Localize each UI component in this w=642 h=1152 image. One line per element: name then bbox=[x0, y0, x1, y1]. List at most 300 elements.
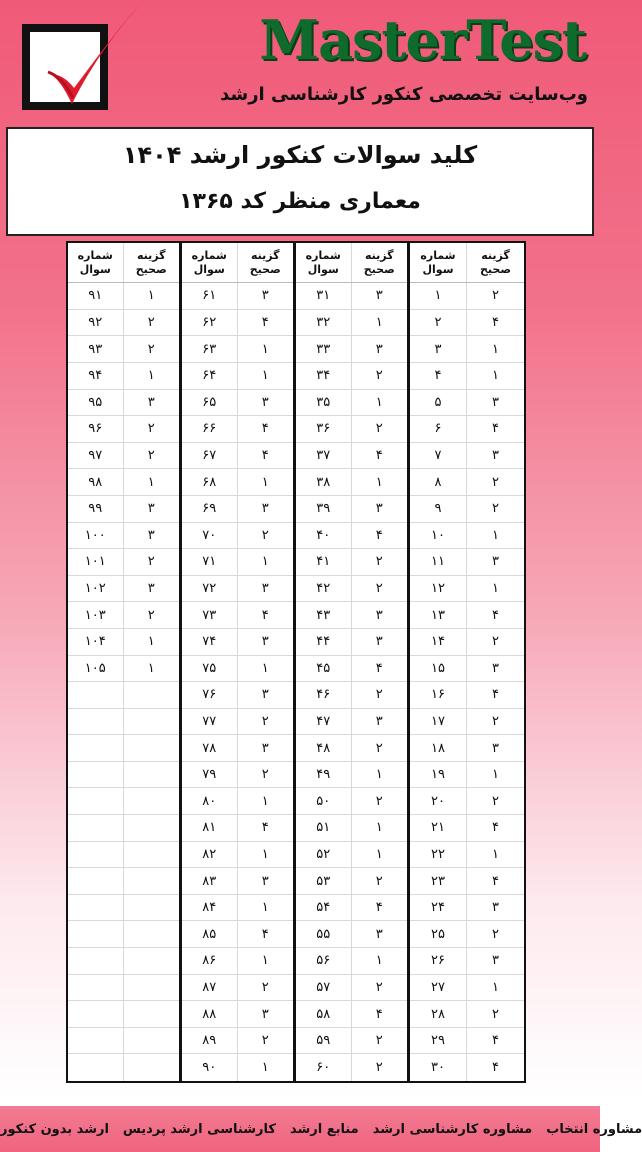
table-row bbox=[410, 629, 524, 656]
correct-option: ۳ bbox=[375, 634, 383, 650]
question-number: ۴ bbox=[410, 363, 467, 389]
table-row bbox=[182, 868, 293, 895]
correct-option: ۳ bbox=[261, 288, 269, 304]
table-row bbox=[182, 788, 293, 815]
footer-link-resources[interactable]: منابع ارشد bbox=[289, 1121, 359, 1137]
question-number: ۱۰۱ bbox=[68, 549, 124, 575]
correct-option: ۱ bbox=[261, 474, 269, 490]
question-number bbox=[68, 842, 124, 868]
correct-option: ۱ bbox=[261, 554, 269, 570]
question-number: ۸۷ bbox=[182, 975, 238, 1001]
question-number bbox=[68, 762, 124, 788]
question-number: ۳۸ bbox=[296, 469, 352, 495]
correct-option bbox=[124, 921, 180, 947]
table-row bbox=[296, 363, 407, 390]
correct-option: ۳ bbox=[492, 660, 499, 676]
correct-option: ۲ bbox=[375, 1033, 383, 1049]
correct-option: ۳ bbox=[261, 634, 269, 650]
question-number: ۱۰۵ bbox=[68, 656, 124, 682]
table-row bbox=[296, 443, 407, 470]
question-number: ۱۸ bbox=[410, 735, 467, 761]
question-number bbox=[68, 895, 124, 921]
correct-option: ۱ bbox=[375, 953, 383, 969]
correct-option: ۱ bbox=[261, 660, 269, 676]
table-row bbox=[296, 496, 407, 523]
correct-option: ۱ bbox=[492, 341, 499, 357]
question-number: ۸۳ bbox=[182, 868, 238, 894]
question-number: ۴۵ bbox=[296, 656, 352, 682]
table-row bbox=[68, 496, 179, 523]
question-number: ۶۹ bbox=[182, 496, 238, 522]
correct-option: ۳ bbox=[375, 341, 383, 357]
correct-option: ۲ bbox=[261, 1033, 269, 1049]
answer-group-3 bbox=[182, 243, 296, 1081]
table-row bbox=[68, 1028, 179, 1055]
question-number: ۹۳ bbox=[68, 336, 124, 362]
correct-option: ۳ bbox=[492, 448, 499, 464]
table-row bbox=[296, 948, 407, 975]
table-row bbox=[182, 1001, 293, 1028]
table-row bbox=[182, 895, 293, 922]
correct-option bbox=[124, 975, 180, 1001]
table-row bbox=[296, 735, 407, 762]
table-row bbox=[410, 336, 524, 363]
brand-name[interactable]: MasterTest bbox=[259, 8, 586, 72]
table-row bbox=[182, 602, 293, 629]
question-number: ۳۴ bbox=[296, 363, 352, 389]
answer-key-table bbox=[66, 241, 526, 1083]
correct-option: ۱ bbox=[492, 527, 499, 543]
correct-option: ۲ bbox=[147, 421, 155, 437]
correct-option: ۲ bbox=[492, 1006, 499, 1022]
correct-option: ۱ bbox=[261, 953, 269, 969]
answer-group-1 bbox=[410, 243, 524, 1081]
table-row bbox=[182, 656, 293, 683]
correct-option: ۲ bbox=[492, 634, 499, 650]
correct-option bbox=[124, 788, 180, 814]
correct-option: ۲ bbox=[375, 740, 383, 756]
table-row bbox=[410, 1028, 524, 1055]
question-number: ۱۷ bbox=[410, 709, 467, 735]
question-number: ۱۴ bbox=[410, 629, 467, 655]
correct-option: ۲ bbox=[147, 607, 155, 623]
table-row bbox=[410, 709, 524, 736]
correct-option: ۱ bbox=[492, 846, 499, 862]
correct-option: ۲ bbox=[375, 581, 383, 597]
question-number: ۴۳ bbox=[296, 602, 352, 628]
question-number: ۲۴ bbox=[410, 895, 467, 921]
question-number: ۵ bbox=[410, 390, 467, 416]
table-row bbox=[68, 868, 179, 895]
table-row bbox=[410, 815, 524, 842]
table-row bbox=[68, 975, 179, 1002]
table-row bbox=[296, 895, 407, 922]
question-number bbox=[68, 1054, 124, 1081]
correct-option: ۲ bbox=[492, 926, 499, 942]
correct-option: ۲ bbox=[492, 501, 499, 517]
correct-option: ۱ bbox=[375, 846, 383, 862]
table-row bbox=[182, 629, 293, 656]
correct-option: ۳ bbox=[375, 926, 383, 942]
correct-option: ۲ bbox=[375, 873, 383, 889]
correct-option: ۱ bbox=[492, 581, 499, 597]
question-number: ۵۶ bbox=[296, 948, 352, 974]
question-number: ۱ bbox=[410, 283, 467, 309]
correct-option: ۳ bbox=[375, 501, 383, 517]
question-number: ۷۷ bbox=[182, 709, 238, 735]
table-row bbox=[182, 921, 293, 948]
table-row bbox=[410, 390, 524, 417]
correct-option: ۲ bbox=[261, 713, 269, 729]
correct-option: ۳ bbox=[147, 581, 155, 597]
correct-option: ۱ bbox=[375, 315, 383, 331]
question-number: ۹۶ bbox=[68, 416, 124, 442]
question-number: ۳۰ bbox=[410, 1054, 467, 1081]
table-row bbox=[296, 310, 407, 337]
table-row bbox=[68, 469, 179, 496]
correct-option: ۴ bbox=[492, 1060, 499, 1076]
column-header-answer: گزینه صحیح bbox=[480, 248, 511, 276]
correct-option: ۴ bbox=[261, 448, 269, 464]
question-number: ۲ bbox=[410, 310, 467, 336]
question-number bbox=[68, 948, 124, 974]
correct-option: ۲ bbox=[375, 793, 383, 809]
question-number bbox=[68, 735, 124, 761]
table-row bbox=[410, 682, 524, 709]
correct-option: ۲ bbox=[147, 341, 155, 357]
question-number: ۹۷ bbox=[68, 443, 124, 469]
question-number: ۹۲ bbox=[68, 310, 124, 336]
question-number: ۳۹ bbox=[296, 496, 352, 522]
question-number: ۶۲ bbox=[182, 310, 238, 336]
table-row bbox=[296, 602, 407, 629]
question-number: ۳۳ bbox=[296, 336, 352, 362]
table-row bbox=[182, 283, 293, 310]
question-number: ۷۹ bbox=[182, 762, 238, 788]
title-box bbox=[6, 127, 594, 236]
question-number: ۹ bbox=[410, 496, 467, 522]
question-number: ۸۶ bbox=[182, 948, 238, 974]
table-row bbox=[182, 842, 293, 869]
correct-option: ۳ bbox=[261, 740, 269, 756]
table-header bbox=[296, 243, 407, 283]
table-row bbox=[68, 709, 179, 736]
table-row bbox=[296, 682, 407, 709]
correct-option bbox=[124, 1054, 180, 1081]
table-row bbox=[296, 921, 407, 948]
table-row bbox=[68, 788, 179, 815]
table-row bbox=[296, 815, 407, 842]
table-row bbox=[296, 868, 407, 895]
correct-option: ۱ bbox=[375, 394, 383, 410]
correct-option: ۱ bbox=[375, 820, 383, 836]
correct-option: ۱ bbox=[261, 846, 269, 862]
footer-link-no-exam[interactable]: ارشد بدون کنکور bbox=[0, 1121, 109, 1137]
question-number bbox=[68, 868, 124, 894]
question-number: ۴۱ bbox=[296, 549, 352, 575]
table-row bbox=[410, 1054, 524, 1081]
correct-option: ۱ bbox=[261, 1060, 269, 1076]
footer-link-pardis[interactable]: کارشناسی ارشد پردیس bbox=[122, 1121, 276, 1137]
table-row bbox=[68, 1001, 179, 1028]
correct-option: ۲ bbox=[375, 1060, 383, 1076]
table-row bbox=[296, 762, 407, 789]
question-number: ۶۷ bbox=[182, 443, 238, 469]
table-row bbox=[296, 1028, 407, 1055]
question-number: ۶۰ bbox=[296, 1054, 352, 1081]
question-number: ۵۸ bbox=[296, 1001, 352, 1027]
correct-option: ۲ bbox=[375, 979, 383, 995]
question-number: ۴۸ bbox=[296, 735, 352, 761]
table-row bbox=[68, 310, 179, 337]
table-row bbox=[296, 656, 407, 683]
table-row bbox=[296, 416, 407, 443]
table-row bbox=[410, 496, 524, 523]
table-row bbox=[410, 868, 524, 895]
table-row bbox=[296, 336, 407, 363]
question-number: ۷ bbox=[410, 443, 467, 469]
question-number bbox=[68, 975, 124, 1001]
correct-option: ۴ bbox=[492, 421, 499, 437]
table-row bbox=[296, 842, 407, 869]
correct-option bbox=[124, 815, 180, 841]
question-number: ۹۵ bbox=[68, 390, 124, 416]
correct-option: ۲ bbox=[261, 979, 269, 995]
correct-option: ۴ bbox=[261, 820, 269, 836]
correct-option: ۳ bbox=[375, 713, 383, 729]
table-row bbox=[182, 576, 293, 603]
table-row bbox=[410, 443, 524, 470]
table-row bbox=[182, 363, 293, 390]
correct-option: ۲ bbox=[492, 793, 499, 809]
correct-option: ۳ bbox=[147, 501, 155, 517]
question-number: ۶۴ bbox=[182, 363, 238, 389]
correct-option bbox=[124, 1028, 180, 1054]
table-row bbox=[296, 1001, 407, 1028]
table-row bbox=[296, 390, 407, 417]
question-number: ۳۶ bbox=[296, 416, 352, 442]
table-row bbox=[68, 682, 179, 709]
question-number: ۴۲ bbox=[296, 576, 352, 602]
question-number: ۱۲ bbox=[410, 576, 467, 602]
table-row bbox=[296, 629, 407, 656]
table-row bbox=[68, 576, 179, 603]
correct-option bbox=[124, 735, 180, 761]
table-row bbox=[410, 523, 524, 550]
column-header-question: شماره سوال bbox=[296, 243, 352, 282]
question-number: ۲۸ bbox=[410, 1001, 467, 1027]
table-row bbox=[410, 975, 524, 1002]
table-row bbox=[182, 735, 293, 762]
correct-option: ۱ bbox=[147, 288, 155, 304]
correct-option: ۳ bbox=[492, 900, 499, 916]
question-number: ۱۹ bbox=[410, 762, 467, 788]
correct-option: ۲ bbox=[492, 713, 499, 729]
question-number: ۷۳ bbox=[182, 602, 238, 628]
table-row bbox=[68, 895, 179, 922]
question-number: ۱۰۳ bbox=[68, 602, 124, 628]
question-number: ۷۰ bbox=[182, 523, 238, 549]
answer-group-2 bbox=[296, 243, 410, 1081]
correct-option: ۱ bbox=[261, 368, 269, 384]
table-row bbox=[296, 549, 407, 576]
correct-option: ۳ bbox=[261, 394, 269, 410]
answer-group-4 bbox=[68, 243, 182, 1081]
table-row bbox=[410, 416, 524, 443]
correct-option bbox=[124, 709, 180, 735]
correct-option: ۴ bbox=[375, 448, 383, 464]
table-row bbox=[182, 709, 293, 736]
table-row bbox=[68, 656, 179, 683]
correct-option: ۴ bbox=[492, 687, 499, 703]
question-number: ۷۸ bbox=[182, 735, 238, 761]
table-row bbox=[182, 443, 293, 470]
table-row bbox=[296, 283, 407, 310]
correct-option: ۲ bbox=[492, 288, 499, 304]
question-number: ۲۹ bbox=[410, 1028, 467, 1054]
footer-link-counseling[interactable]: مشاوره کارشناسی ارشد bbox=[372, 1121, 533, 1137]
table-row bbox=[296, 469, 407, 496]
correct-option: ۴ bbox=[492, 315, 499, 331]
correct-option bbox=[124, 1001, 180, 1027]
table-row bbox=[68, 336, 179, 363]
question-number: ۵۵ bbox=[296, 921, 352, 947]
table-row bbox=[68, 921, 179, 948]
table-row bbox=[68, 948, 179, 975]
question-number: ۵۲ bbox=[296, 842, 352, 868]
question-number: ۱۳ bbox=[410, 602, 467, 628]
question-number: ۱۰۰ bbox=[68, 523, 124, 549]
correct-option: ۱ bbox=[147, 368, 155, 384]
column-header-answer: گزینه صحیح bbox=[363, 248, 395, 276]
question-number: ۴۷ bbox=[296, 709, 352, 735]
correct-option: ۱ bbox=[261, 793, 269, 809]
question-number: ۶۸ bbox=[182, 469, 238, 495]
question-number: ۸۱ bbox=[182, 815, 238, 841]
correct-option bbox=[124, 842, 180, 868]
correct-option: ۴ bbox=[492, 1033, 499, 1049]
question-number: ۶۳ bbox=[182, 336, 238, 362]
correct-option: ۴ bbox=[261, 315, 269, 331]
table-row bbox=[410, 948, 524, 975]
correct-option: ۲ bbox=[147, 554, 155, 570]
question-number: ۷۱ bbox=[182, 549, 238, 575]
question-number: ۴۴ bbox=[296, 629, 352, 655]
table-row bbox=[68, 390, 179, 417]
question-number: ۹۹ bbox=[68, 496, 124, 522]
question-number: ۵۴ bbox=[296, 895, 352, 921]
table-row bbox=[182, 336, 293, 363]
table-row bbox=[410, 895, 524, 922]
question-number: ۹۴ bbox=[68, 363, 124, 389]
checkmark-icon bbox=[20, 0, 148, 126]
table-row bbox=[182, 682, 293, 709]
table-row bbox=[182, 1054, 293, 1081]
question-number: ۸۴ bbox=[182, 895, 238, 921]
correct-option: ۱ bbox=[375, 474, 383, 490]
question-number: ۲۵ bbox=[410, 921, 467, 947]
question-number: ۶۱ bbox=[182, 283, 238, 309]
table-row bbox=[182, 762, 293, 789]
correct-option: ۳ bbox=[147, 527, 155, 543]
correct-option: ۱ bbox=[375, 767, 383, 783]
question-number: ۸۵ bbox=[182, 921, 238, 947]
question-number: ۱۰۴ bbox=[68, 629, 124, 655]
correct-option: ۴ bbox=[492, 820, 499, 836]
correct-option: ۴ bbox=[492, 607, 499, 623]
correct-option: ۴ bbox=[375, 660, 383, 676]
table-row bbox=[68, 629, 179, 656]
question-number: ۱۵ bbox=[410, 656, 467, 682]
correct-option: ۱ bbox=[147, 474, 155, 490]
correct-option: ۲ bbox=[375, 687, 383, 703]
question-number: ۴۶ bbox=[296, 682, 352, 708]
question-number: ۹۸ bbox=[68, 469, 124, 495]
table-row bbox=[68, 815, 179, 842]
table-row bbox=[296, 576, 407, 603]
question-number bbox=[68, 709, 124, 735]
table-row bbox=[410, 283, 524, 310]
table-row bbox=[182, 815, 293, 842]
correct-option: ۲ bbox=[147, 448, 155, 464]
correct-option: ۴ bbox=[261, 607, 269, 623]
correct-option: ۳ bbox=[375, 607, 383, 623]
table-row bbox=[182, 496, 293, 523]
correct-option: ۲ bbox=[375, 421, 383, 437]
table-row bbox=[410, 788, 524, 815]
question-number: ۸ bbox=[410, 469, 467, 495]
table-row bbox=[68, 549, 179, 576]
correct-option: ۲ bbox=[375, 368, 383, 384]
table-row bbox=[68, 602, 179, 629]
question-number bbox=[68, 815, 124, 841]
correct-option: ۱ bbox=[147, 660, 155, 676]
table-row bbox=[296, 975, 407, 1002]
correct-option: ۳ bbox=[261, 1006, 269, 1022]
table-row bbox=[296, 1054, 407, 1081]
table-row bbox=[410, 842, 524, 869]
table-header bbox=[410, 243, 524, 283]
page-subtitle: معماری منظر کد ۱۳۶۵ bbox=[179, 189, 421, 214]
correct-option: ۳ bbox=[492, 740, 499, 756]
correct-option: ۳ bbox=[492, 953, 499, 969]
table-row bbox=[68, 363, 179, 390]
table-row bbox=[182, 416, 293, 443]
correct-option: ۴ bbox=[492, 873, 499, 889]
footer-link-selection[interactable]: مشاوره انتخاب bbox=[546, 1121, 642, 1137]
question-number: ۲۶ bbox=[410, 948, 467, 974]
question-number bbox=[68, 682, 124, 708]
table-row bbox=[410, 576, 524, 603]
table-row bbox=[410, 921, 524, 948]
correct-option: ۳ bbox=[375, 288, 383, 304]
correct-option: ۴ bbox=[261, 926, 269, 942]
table-row bbox=[410, 363, 524, 390]
question-number: ۸۹ bbox=[182, 1028, 238, 1054]
question-number: ۲۲ bbox=[410, 842, 467, 868]
column-header-answer: گزینه صحیح bbox=[249, 248, 281, 276]
question-number: ۲۷ bbox=[410, 975, 467, 1001]
question-number: ۳۱ bbox=[296, 283, 352, 309]
column-header-answer: گزینه صحیح bbox=[135, 248, 167, 276]
table-row bbox=[410, 549, 524, 576]
logo-checkmark-box-icon bbox=[22, 24, 108, 110]
question-number: ۲۰ bbox=[410, 788, 467, 814]
question-number: ۵۳ bbox=[296, 868, 352, 894]
question-number: ۱۶ bbox=[410, 682, 467, 708]
question-number: ۷۲ bbox=[182, 576, 238, 602]
correct-option: ۳ bbox=[147, 394, 155, 410]
